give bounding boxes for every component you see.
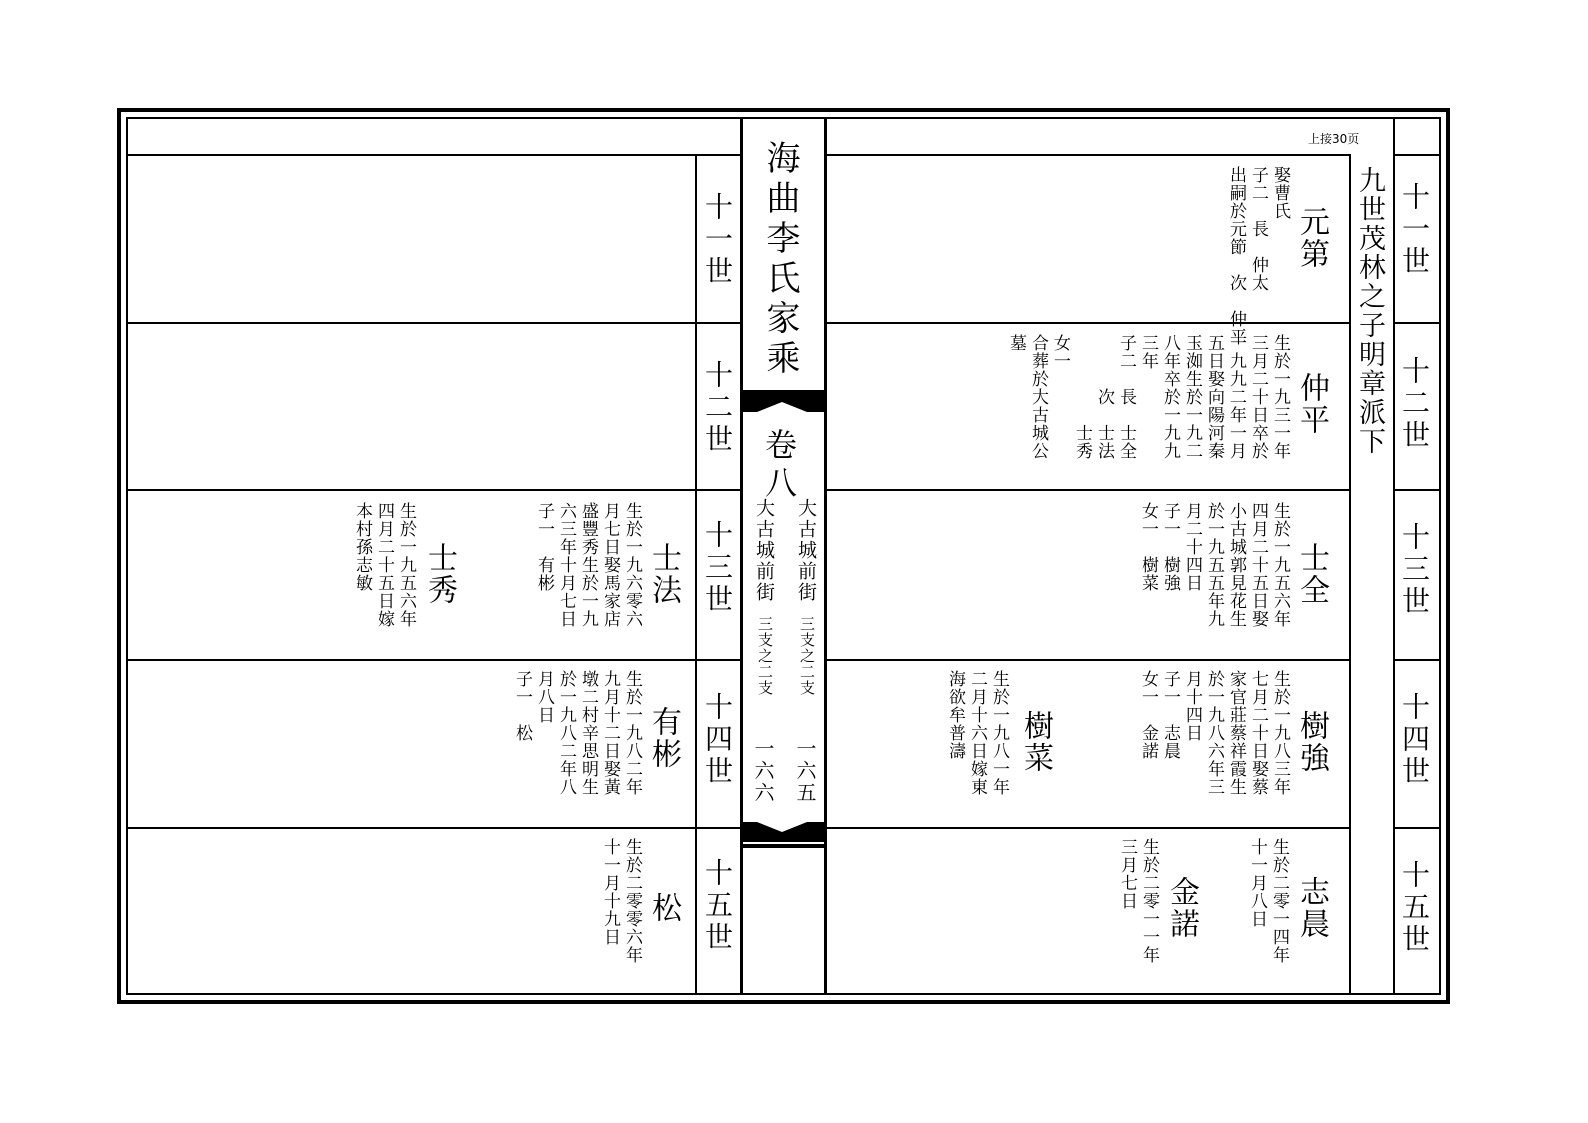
left-row-line bbox=[126, 659, 740, 661]
continuation-note: 上接30页 bbox=[1308, 132, 1360, 146]
person-name: 元第 bbox=[1294, 206, 1329, 270]
right-gen-label: 十一世 bbox=[1398, 182, 1431, 278]
left-gen-label: 十三世 bbox=[701, 520, 734, 616]
person-name: 金諾 bbox=[1164, 876, 1199, 940]
person-details: 生於一九八三年 七月二十日娶蔡 家官莊蔡祥霞生 於一九八六年三 月十四日 子一 志晨 女一 金諾 bbox=[1138, 670, 1290, 796]
person-details: 生於一九八二年 九月十二日娶黃 墩二村辛思明生 於一九八二年八 月八日 子一 松 bbox=[512, 670, 642, 796]
person-name: 士法 bbox=[646, 542, 681, 606]
person-details: 生於一九五六年 四月二十五日嫁 本村孫志敏 bbox=[352, 502, 416, 628]
right-gen-line bbox=[1393, 489, 1441, 491]
right-row-line bbox=[826, 322, 1349, 324]
branch-title: 九世茂林之子明章派下 bbox=[1354, 166, 1385, 456]
left-header-line bbox=[126, 154, 740, 156]
spine-right-subbranch: 三支之二支 bbox=[798, 616, 816, 696]
left-gen-label: 十二世 bbox=[701, 360, 734, 456]
person-name: 樹菜 bbox=[1018, 710, 1053, 774]
person-details: 生於二零一一年 三月七日 bbox=[1117, 838, 1159, 964]
spine-right-location: 大古城前街 bbox=[795, 498, 817, 603]
right-gen-label: 十三世 bbox=[1398, 522, 1431, 618]
left-gen-column-line bbox=[695, 154, 697, 995]
right-gen-label: 十四世 bbox=[1398, 692, 1431, 788]
spine-top-band bbox=[741, 390, 824, 420]
person-details: 生於一九六零六 月七日娶馬家店 盛豐秀生於一九 六三年十月七日 子一 有彬 bbox=[534, 502, 642, 628]
person-details: 生於一九八一年 二月十六日嫁東 海欲牟普濤 bbox=[945, 670, 1009, 796]
right-gen-line bbox=[1393, 659, 1441, 661]
left-gen-label: 十四世 bbox=[701, 692, 734, 788]
spine-left-subbranch: 三支之二支 bbox=[756, 616, 774, 696]
left-row-line bbox=[126, 827, 740, 829]
left-gen-label: 十一世 bbox=[701, 192, 734, 288]
right-gen-label: 十二世 bbox=[1398, 356, 1431, 452]
person-name: 仲平 bbox=[1294, 372, 1329, 436]
person-name: 士全 bbox=[1294, 542, 1329, 606]
person-details: 娶曹氏 子二 長 仲太 出嗣於元節 次 仲平 bbox=[1226, 166, 1290, 346]
left-row-line bbox=[126, 322, 740, 324]
spine-right-border bbox=[824, 117, 827, 995]
right-row-line bbox=[826, 659, 1349, 661]
volume-label: 卷八 bbox=[760, 428, 798, 504]
right-header-line bbox=[826, 154, 1349, 156]
spine-left-border bbox=[740, 117, 743, 995]
branch-column-right-line bbox=[1393, 117, 1395, 995]
right-page-number: 一六五 bbox=[793, 738, 817, 804]
person-name: 松 bbox=[646, 892, 681, 924]
right-row-line bbox=[826, 827, 1349, 829]
right-gen-line bbox=[1393, 322, 1441, 324]
branch-column-left-line bbox=[1349, 154, 1351, 995]
person-name: 志晨 bbox=[1294, 876, 1329, 940]
spine-bottom-band bbox=[741, 822, 824, 852]
person-details: 生於一九五六年 四月二十五日娶 小古城郭見花生 於一九五五年九 月二十四日 子一 樹強 女一 樹菜 bbox=[1138, 502, 1290, 628]
spine-left-location: 大古城前街 bbox=[753, 498, 775, 603]
right-header-line-2 bbox=[1393, 154, 1441, 156]
left-gen-label: 十五世 bbox=[701, 858, 734, 954]
person-details: 生於一九三一年 三月二十日卒於 一九九二年一月 五日娶向陽河秦 玉洳生於一九二 八年卒於一九九 三年 子二 長 士全 次 士法 士秀 女一 合葬於大古城公 墓 bbox=[1006, 334, 1290, 460]
person-details: 生於二零零六年 十一月十九日 bbox=[600, 838, 642, 964]
person-details: 生於二零一四年 十一月八日 bbox=[1247, 838, 1289, 964]
book-title: 海曲李氏家乘 bbox=[760, 140, 800, 380]
left-page-number: 一六六 bbox=[751, 738, 775, 804]
left-row-line bbox=[126, 489, 740, 491]
person-name: 士秀 bbox=[422, 542, 457, 606]
person-name: 有彬 bbox=[646, 706, 681, 770]
right-gen-line bbox=[1393, 827, 1441, 829]
person-name: 樹強 bbox=[1294, 710, 1329, 774]
right-gen-label: 十五世 bbox=[1398, 860, 1431, 956]
right-row-line bbox=[826, 489, 1349, 491]
